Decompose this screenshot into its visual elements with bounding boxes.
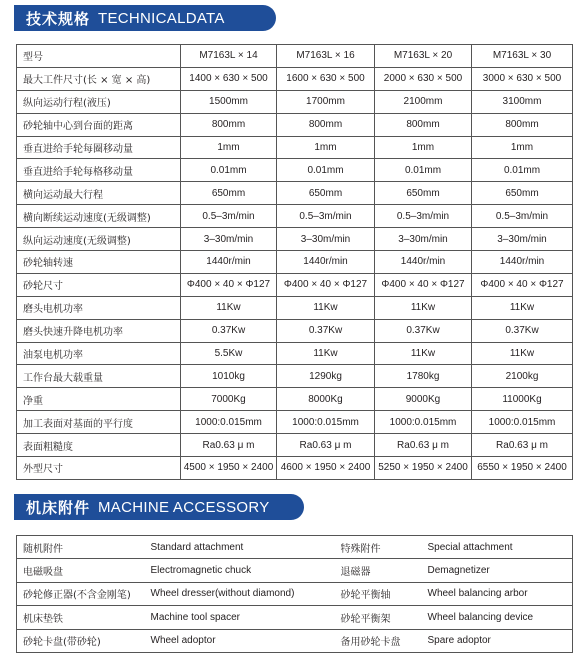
spec-value-cell: 11Kw	[277, 342, 375, 365]
accessory-header	[14, 494, 304, 520]
accessory-zh-cell: 砂轮修正器(不含金刚笔)	[17, 582, 145, 605]
spec-value-cell: 1440r/min	[375, 251, 472, 274]
spec-value-cell: Φ400 × 40 × Φ127	[277, 273, 375, 296]
spec-value-cell: 7000Kg	[181, 388, 277, 411]
spec-label-cell: 油泵电机功率	[17, 342, 181, 365]
spec-label-cell: 纵向运动行程(液压)	[17, 90, 181, 113]
spec-value-cell: 1440r/min	[472, 251, 573, 274]
spec-value-cell: 800mm	[472, 113, 573, 136]
spec-value-cell: 4500 × 1950 × 2400	[181, 457, 277, 480]
spec-value-cell: 1000:0.015mm	[472, 411, 573, 434]
spec-value-cell: 2000 × 630 × 500	[375, 67, 472, 90]
spec-value-cell: 1600 × 630 × 500	[277, 67, 375, 90]
accessory-zh-cell: 备用砂轮卡盘	[335, 629, 422, 652]
accessory-zh-cell: 机床垫铁	[17, 606, 145, 629]
spec-value-cell: 650mm	[277, 182, 375, 205]
accessory-en-cell: Spare adoptor	[422, 629, 573, 652]
accessory-row	[17, 606, 573, 629]
accessory-row	[17, 536, 573, 559]
accessory-en-cell: Wheel adoptor	[145, 629, 335, 652]
accessory-zh-cell: 砂轮卡盘(带砂轮)	[17, 629, 145, 652]
spec-value-cell: 5250 × 1950 × 2400	[375, 457, 472, 480]
spec-value-cell: 0.01mm	[181, 159, 277, 182]
accessory-zh-cell: 电磁吸盘	[17, 559, 145, 582]
spec-value-cell: 0.37Kw	[181, 319, 277, 342]
spec-value-cell: 2100kg	[472, 365, 573, 388]
spec-value-cell: 1010kg	[181, 365, 277, 388]
spec-row	[17, 296, 573, 319]
spec-label-cell: 横向断续运动速度(无级调整)	[17, 205, 181, 228]
accessory-row	[17, 582, 573, 605]
spec-value-cell: 6550 × 1950 × 2400	[472, 457, 573, 480]
spec-value-cell: 3000 × 630 × 500	[472, 67, 573, 90]
spec-row	[17, 365, 573, 388]
accessory-en-cell: Standard attachment	[145, 536, 335, 559]
spec-value-cell: Φ400 × 40 × Φ127	[472, 273, 573, 296]
spec-value-cell: 0.37Kw	[472, 319, 573, 342]
spec-table	[16, 44, 573, 480]
spec-row	[17, 273, 573, 296]
spec-value-cell: 11Kw	[181, 296, 277, 319]
spec-value-cell: 11Kw	[277, 296, 375, 319]
spec-row	[17, 205, 573, 228]
spec-value-cell: 3–30m/min	[375, 228, 472, 251]
spec-value-cell: 800mm	[375, 113, 472, 136]
spec-value-cell: Φ400 × 40 × Φ127	[181, 273, 277, 296]
spec-label-cell: 磨头电机功率	[17, 296, 181, 319]
spec-row	[17, 159, 573, 182]
spec-label-cell: 磨头快速升降电机功率	[17, 319, 181, 342]
spec-value-cell: M7163L × 14	[181, 45, 277, 68]
spec-value-cell: 1440r/min	[181, 251, 277, 274]
spec-label-cell: 砂轮尺寸	[17, 273, 181, 296]
spec-value-cell: 0.5–3m/min	[375, 205, 472, 228]
spec-row	[17, 113, 573, 136]
spec-value-cell: 0.01mm	[472, 159, 573, 182]
spec-value-cell: 1000:0.015mm	[375, 411, 472, 434]
spec-value-cell: 1000:0.015mm	[181, 411, 277, 434]
spec-row	[17, 434, 573, 457]
spec-value-cell: Ra0.63 μ m	[277, 434, 375, 457]
spec-value-cell: 800mm	[277, 113, 375, 136]
accessory-en-cell: Special attachment	[422, 536, 573, 559]
accessory-zh-cell: 随机附件	[17, 536, 145, 559]
spec-row	[17, 411, 573, 434]
spec-value-cell: Φ400 × 40 × Φ127	[375, 273, 472, 296]
accessory-header-en: MACHINE ACCESSORY	[98, 498, 270, 516]
accessory-en-cell: Demagnetizer	[422, 559, 573, 582]
spec-value-cell: 0.01mm	[375, 159, 472, 182]
spec-value-cell: 0.5–3m/min	[472, 205, 573, 228]
accessory-en-cell: Wheel balancing device	[422, 606, 573, 629]
accessory-en-cell: Machine tool spacer	[145, 606, 335, 629]
spec-value-cell: 11Kw	[375, 342, 472, 365]
spec-value-cell: 0.5–3m/min	[181, 205, 277, 228]
spec-value-cell: 11Kw	[472, 296, 573, 319]
spec-value-cell: Ra0.63 μ m	[472, 434, 573, 457]
spec-value-cell: 2100mm	[375, 90, 472, 113]
spec-value-cell: 3100mm	[472, 90, 573, 113]
spec-row	[17, 67, 573, 90]
spec-value-cell: M7163L × 30	[472, 45, 573, 68]
spec-row	[17, 182, 573, 205]
spec-row	[17, 319, 573, 342]
spec-value-cell: 3–30m/min	[472, 228, 573, 251]
spec-value-cell: 5.5Kw	[181, 342, 277, 365]
spec-value-cell: 1500mm	[181, 90, 277, 113]
tech-data-header	[14, 5, 276, 31]
spec-value-cell: 650mm	[375, 182, 472, 205]
spec-label-cell: 纵向运动速度(无级调整)	[17, 228, 181, 251]
spec-value-cell: 0.37Kw	[375, 319, 472, 342]
spec-value-cell: 0.5–3m/min	[277, 205, 375, 228]
spec-value-cell: 1780kg	[375, 365, 472, 388]
spec-value-cell: 1700mm	[277, 90, 375, 113]
accessory-zh-cell: 退磁器	[335, 559, 422, 582]
spec-value-cell: 11Kw	[375, 296, 472, 319]
accessory-zh-cell: 砂轮平衡轴	[335, 582, 422, 605]
spec-value-cell: 650mm	[472, 182, 573, 205]
spec-row	[17, 388, 573, 411]
spec-value-cell: 9000Kg	[375, 388, 472, 411]
accessory-table	[16, 535, 573, 653]
spec-label-cell: 型号	[17, 45, 181, 68]
spec-value-cell: 1290kg	[277, 365, 375, 388]
spec-value-cell: 11000Kg	[472, 388, 573, 411]
spec-value-cell: 1mm	[375, 136, 472, 159]
spec-label-cell: 垂直进给手轮每格移动量	[17, 159, 181, 182]
spec-value-cell: Ra0.63 μ m	[375, 434, 472, 457]
spec-label-cell: 砂轮轴转速	[17, 251, 181, 274]
accessory-en-cell: Wheel dresser(without diamond)	[145, 582, 335, 605]
spec-value-cell: 1440r/min	[277, 251, 375, 274]
accessory-row	[17, 629, 573, 652]
spec-value-cell: 650mm	[181, 182, 277, 205]
spec-row	[17, 90, 573, 113]
spec-value-cell: 1mm	[472, 136, 573, 159]
spec-label-cell: 砂轮轴中心到台面的距离	[17, 113, 181, 136]
spec-row	[17, 457, 573, 480]
spec-value-cell: 800mm	[181, 113, 277, 136]
spec-value-cell: Ra0.63 μ m	[181, 434, 277, 457]
accessory-zh-cell: 特殊附件	[335, 536, 422, 559]
spec-label-cell: 工作台最大载重量	[17, 365, 181, 388]
spec-value-cell: 0.37Kw	[277, 319, 375, 342]
spec-row	[17, 228, 573, 251]
spec-label-cell: 净重	[17, 388, 181, 411]
accessory-en-cell: Wheel balancing arbor	[422, 582, 573, 605]
accessory-header-zh: 机床附件	[26, 498, 91, 517]
spec-label-cell: 垂直进给手轮每圈移动量	[17, 136, 181, 159]
spec-label-cell: 加工表面对基面的平行度	[17, 411, 181, 434]
spec-value-cell: 1mm	[181, 136, 277, 159]
accessory-en-cell: Electromagnetic chuck	[145, 559, 335, 582]
spec-value-cell: 3–30m/min	[181, 228, 277, 251]
accessory-row	[17, 559, 573, 582]
spec-header-row	[17, 45, 573, 68]
spec-row	[17, 136, 573, 159]
spec-label-cell: 横向运动最大行程	[17, 182, 181, 205]
spec-value-cell: 1mm	[277, 136, 375, 159]
spec-row	[17, 251, 573, 274]
spec-label-cell: 最大工件尺寸(长 × 宽 × 高)	[17, 67, 181, 90]
spec-value-cell: 3–30m/min	[277, 228, 375, 251]
spec-value-cell: 1000:0.015mm	[277, 411, 375, 434]
spec-row	[17, 342, 573, 365]
spec-value-cell: M7163L × 16	[277, 45, 375, 68]
spec-value-cell: 0.01mm	[277, 159, 375, 182]
tech-data-header-zh: 技术规格	[26, 9, 91, 28]
spec-label-cell: 表面粗糙度	[17, 434, 181, 457]
spec-value-cell: 1400 × 630 × 500	[181, 67, 277, 90]
spec-value-cell: 4600 × 1950 × 2400	[277, 457, 375, 480]
tech-data-header-en: TECHNICALDATA	[98, 9, 225, 27]
spec-value-cell: M7163L × 20	[375, 45, 472, 68]
accessory-zh-cell: 砂轮平衡架	[335, 606, 422, 629]
spec-value-cell: 8000Kg	[277, 388, 375, 411]
spec-label-cell: 外型尺寸	[17, 457, 181, 480]
spec-value-cell: 11Kw	[472, 342, 573, 365]
